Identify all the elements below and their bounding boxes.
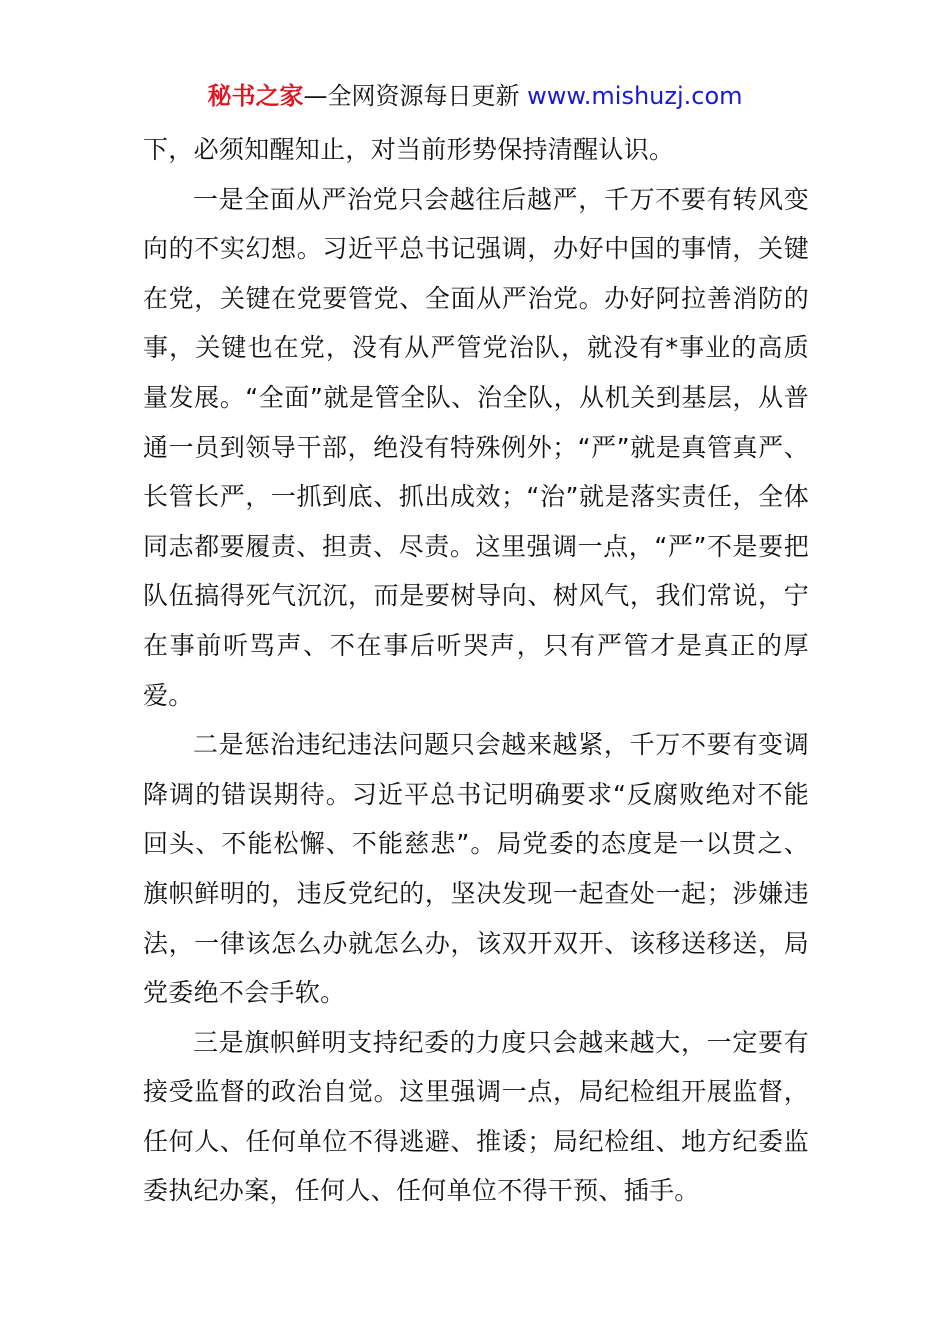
paragraph-point-one: 一是全面从严治党只会越往后越严，千万不要有转风变向的不实幻想。习近平总书记强调，办好中国的事情，关键在党，关键在党要管党、全面从严治党。办好阿拉善消防的事，关键也在党，没有从严管党治队，就没有*事业的高质量发展。“全面”就是管全队、治全队，从机关到基层，从普通一员到领导干部，绝没有特殊例外；“严”就是真管真严、长管长严，一抓到底、抓出成效；“治”就是落实责任，全体同志都要履责、担责、尽责。这里强调一点，“严”不是要把队伍搞得死气沉沉，而是要树导向、树风气，我们常说，宁在事前听骂声、不在事后听哭声，只有严管才是真正的厚爱。 bbox=[143, 184, 809, 710]
header-tagline: —全网资源每日更新 bbox=[303, 82, 520, 110]
paragraph-point-three: 三是旗帜鲜明支持纪委的力度只会越来越大，一定要有接受监督的政治自觉。这里强调一点，局纪检组开展监督，任何人、任何单位不得逃避、推诿；局纪检组、地方纪委监委执纪办案，任何人、任何单位不得干预、插手。 bbox=[143, 1027, 809, 1206]
page-header bbox=[0, 80, 950, 112]
brand-name: 秘书之家 bbox=[207, 82, 304, 110]
paragraph-continuation: 下，必须知醒知止，对当前形势保持清醒认识。 bbox=[143, 135, 675, 164]
paragraph-point-two: 二是惩治违纪违法问题只会越来越紧，千万不要有变调降调的错误期待。习近平总书记明确要求“反腐败绝对不能回头、不能松懈、不能慈悲”。局党委的态度是一以贯之、旗帜鲜明的，违反党纪的，坚决发现一起查处一起；涉嫌违法，一律该怎么办就怎么办，该双开双开、该移送移送，局党委绝不会手软。 bbox=[143, 730, 809, 1008]
site-url-link[interactable]: www.mishuzj.com bbox=[527, 82, 743, 110]
document-body bbox=[143, 125, 809, 1216]
